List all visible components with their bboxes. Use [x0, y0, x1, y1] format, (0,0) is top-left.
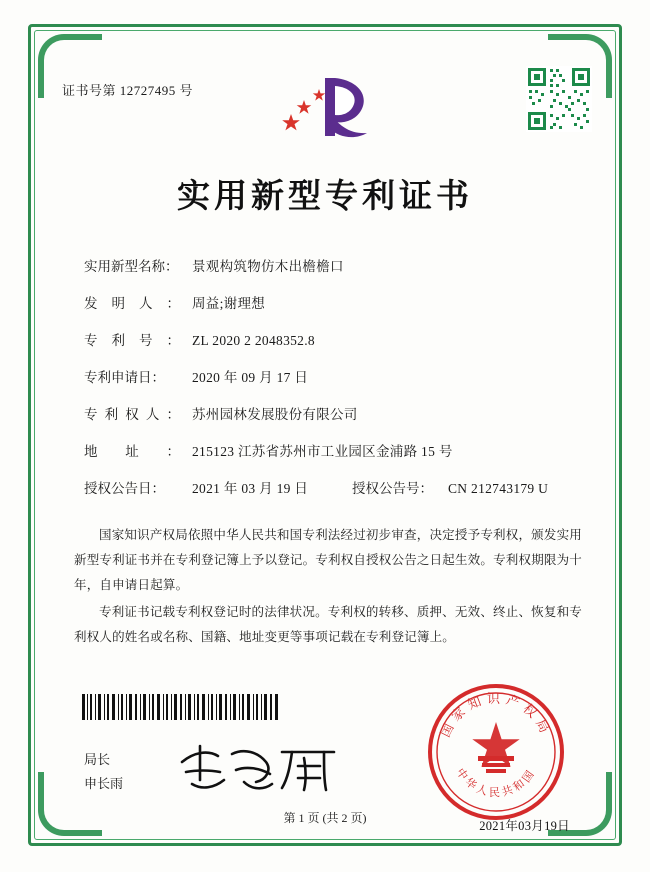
field-patent-number [84, 329, 594, 349]
field-label: 授权公告号： [352, 481, 433, 496]
field-value: ZL 2020 2 2048352.8 [192, 333, 315, 348]
label-char: 利 [104, 407, 119, 422]
header-row [56, 52, 594, 148]
field-utility-model-name [84, 255, 594, 275]
field-value: 景观构筑物仿木出檐檐口 [192, 259, 344, 274]
field-patentee [84, 403, 594, 423]
handwritten-signature-icon [174, 740, 344, 798]
qr-code-icon [526, 66, 592, 132]
signature-area [56, 691, 594, 854]
svg-text:中华人民共和国: 中华人民共和国 [453, 766, 539, 799]
legal-text [56, 523, 594, 650]
label-char: 专 [84, 333, 98, 348]
field-value: 2020 年 09 月 17 日 [192, 370, 309, 385]
label-char: 明 [111, 296, 125, 311]
seal-date: 2021年03月19日 [479, 819, 570, 833]
field-label [84, 329, 192, 349]
field-value: 周益;谢理想 [192, 296, 266, 311]
label-char: 地 [84, 444, 98, 459]
field-grant-announcement-date [84, 477, 352, 497]
certificate-number: 证书号第 12727495 号 [62, 83, 194, 98]
signatory-title: 局长 [84, 752, 111, 767]
svg-text:国家知识产权局: 国家知识产权局 [437, 691, 555, 740]
page-title: 实用新型专利证书 [177, 179, 473, 215]
signatory-block [84, 748, 123, 796]
field-label [84, 292, 192, 312]
label-colon: ： [166, 407, 180, 422]
label-char: 权 [125, 407, 139, 422]
field-value: 2021 年 03 月 19 日 [192, 481, 309, 496]
label-char: 号 [139, 333, 153, 348]
legal-paragraph-1: 国家知识产权局依照中华人民共和国专利法经过初步审查，决定授予专利权，颁发实用新型专利证书并在专利登记簿上予以登记。专利权自授权公告之日起生效。专利权期限为十年，自申请日起算。 [74, 528, 583, 592]
field-label [84, 440, 192, 460]
page-indicator: 第 1 页 (共 2 页) [283, 811, 367, 825]
legal-paragraph-2: 专利证书记载专利权登记时的法律状况。专利权的转移、质押、无效、终止、恢复和专利权人的姓名或名称、国籍、地址变更等事项记载在专利登记簿上。 [74, 605, 582, 644]
official-red-seal-icon [426, 682, 566, 822]
label-char: 专 [84, 407, 98, 422]
field-list [56, 255, 594, 497]
label-colon: ： [166, 296, 180, 311]
label-colon: ： [166, 333, 180, 348]
field-value: 苏州园林发展股份有限公司 [192, 407, 358, 422]
patent-star-logo-icon [277, 70, 373, 142]
label-char: 人 [145, 407, 160, 422]
label-char: 址 [125, 444, 139, 459]
certificate-content [56, 52, 594, 833]
label-char: 人 [139, 296, 153, 311]
field-label: 专利申请日： [84, 370, 165, 385]
field-label: 实用新型名称： [84, 259, 179, 274]
field-value: 215123 江苏省苏州市工业园区金浦路 15 号 [192, 444, 453, 459]
field-label: 授权公告日： [84, 481, 165, 496]
label-char: 利 [111, 333, 125, 348]
field-inventor [84, 292, 594, 312]
label-colon: ： [166, 444, 180, 459]
barcode-icon [82, 694, 278, 720]
field-address [84, 440, 594, 460]
label-char: 发 [84, 296, 98, 311]
field-application-date [84, 366, 594, 386]
field-label [84, 403, 192, 423]
field-grant-announcement-number [352, 477, 594, 497]
field-value: CN 212743179 U [448, 481, 549, 496]
field-row-announcement [84, 477, 594, 497]
signatory-name: 申长雨 [84, 776, 124, 792]
